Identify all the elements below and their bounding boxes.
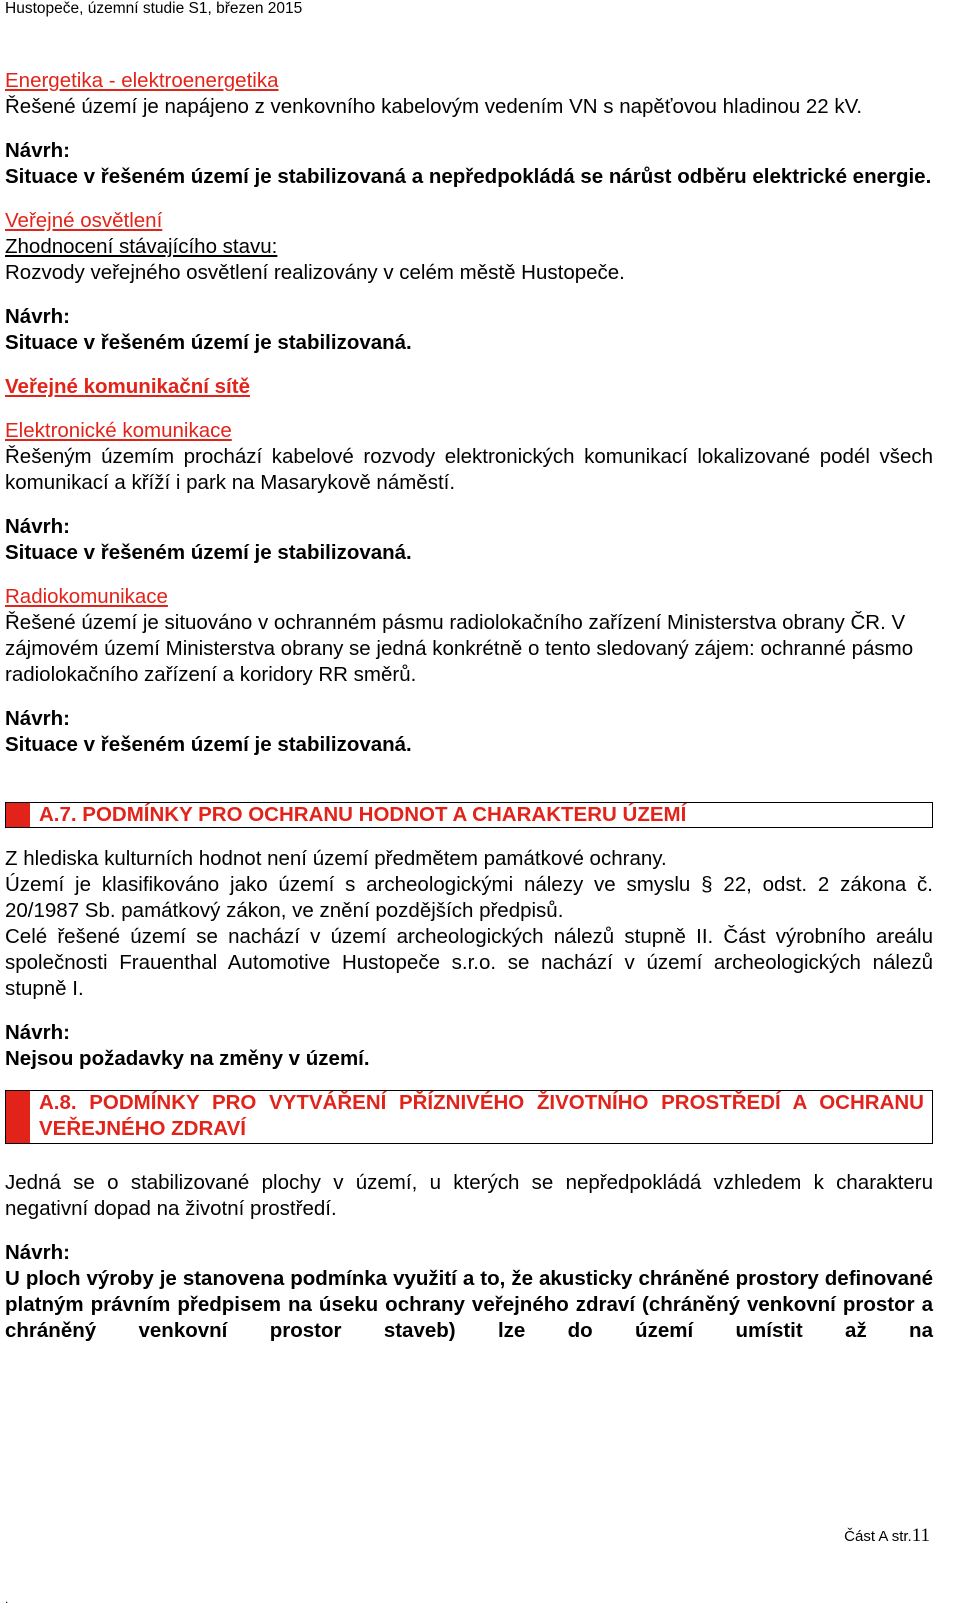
chapter-heading-a7 — [5, 802, 933, 828]
paragraph: Rozvody veřejného osvětlení realizovány v celém městě Hustopeče. — [5, 261, 625, 284]
page-content — [5, 68, 933, 1344]
paragraph: Řešené území je situováno v ochranném pásmu radiolokačního zařízení Ministerstva obrany ČR. V zájmovém území Ministerstva obrany se jedná konkrétně o tento sledovaný zájem: ochranné pásmo radiolokačního zařízení a koridory RR směrů. — [5, 611, 914, 686]
chapter-heading-a8 — [5, 1090, 933, 1144]
chapter-heading-text: A.8. PODMÍNKY PRO VYTVÁŘENÍ PŘÍZNIVÉHO ŽIVOTNÍHO PROSTŘEDÍ A OCHRANU VEŘEJNÉHO ZDRAVÍ — [39, 1091, 924, 1140]
paragraph: Celé řešené území se nachází v území archeologických nálezů stupně II. Část výrobního areálu společnosti Frauenthal Automotive Hustopeče s.r.o. se nachází v území archeologických nálezů stupně I. — [5, 925, 933, 1000]
navrh-label: Návrh: — [5, 515, 70, 538]
section-title-verejne-osvetleni: Veřejné osvětlení — [5, 209, 163, 232]
paragraph: Řešené území je napájeno z venkovního kabelovým vedením VN s napěťovou hladinou 22 kV. — [5, 95, 863, 118]
page-header: Hustopeče, územní studie S1, březen 2015 — [5, 0, 303, 17]
navrh-text: Situace v řešeném území je stabilizovaná. — [5, 733, 412, 756]
navrh-text: Situace v řešeném území je stabilizovaná. — [5, 541, 412, 564]
navrh-label: Návrh: — [5, 707, 70, 730]
page-footer — [844, 1525, 930, 1547]
navrh-label: Návrh: — [5, 305, 70, 328]
navrh-label: Návrh: — [5, 1021, 70, 1044]
subsection-title: Zhodnocení stávajícího stavu: — [5, 235, 278, 258]
section-title-verejne-komunikacni-site: Veřejné komunikační sítě — [5, 375, 250, 398]
chapter-heading-text: A.7. PODMÍNKY PRO OCHRANU HODNOT A CHARAKTERU ÚZEMÍ — [39, 803, 687, 826]
paragraph: Řešeným územím prochází kabelové rozvody elektronických komunikací lokalizované podél všech komunikací a kříží i park na Masarykově náměstí. — [5, 445, 933, 494]
footer-mark: . — [5, 1592, 9, 1606]
section-title-elektronicke-komunikace: Elektronické komunikace — [5, 419, 232, 442]
page-number: 11 — [911, 1525, 930, 1546]
footer-label: Část A str. — [844, 1528, 912, 1545]
section-title-elektroenergetika: Energetika - elektroenergetika — [5, 69, 279, 92]
navrh-label: Návrh: — [5, 139, 70, 162]
navrh-label: Návrh: — [5, 1241, 70, 1264]
heading-marker — [6, 803, 30, 827]
paragraph: Z hlediska kulturních hodnot není území předmětem památkové ochrany. — [5, 847, 667, 870]
navrh-text: Situace v řešeném území je stabilizovaná. — [5, 331, 412, 354]
navrh-text: Situace v řešeném území je stabilizovaná a nepředpokládá se nárůst odběru elektrické energie. — [5, 165, 932, 188]
paragraph: Jedná se o stabilizované plochy v území, u kterých se nepředpokládá vzhledem k charakteru negativní dopad na životní prostředí. — [5, 1171, 933, 1220]
navrh-text: U ploch výroby je stanovena podmínka využití a to, že akusticky chráněné prostory definované platným právním předpisem na úseku ochrany veřejného zdraví (chráněný venkovní prostor a chráněný venkovní prostor staveb) lze do území umístit až na — [5, 1267, 933, 1342]
heading-marker — [6, 1091, 30, 1143]
navrh-text: Nejsou požadavky na změny v území. — [5, 1047, 370, 1070]
paragraph: Území je klasifikováno jako území s archeologickými nálezy ve smyslu § 22, odst. 2 zákona č. 20/1987 Sb. památkový zákon, ve znění pozdějších předpisů. — [5, 873, 933, 922]
section-title-radiokomunikace: Radiokomunikace — [5, 585, 168, 608]
